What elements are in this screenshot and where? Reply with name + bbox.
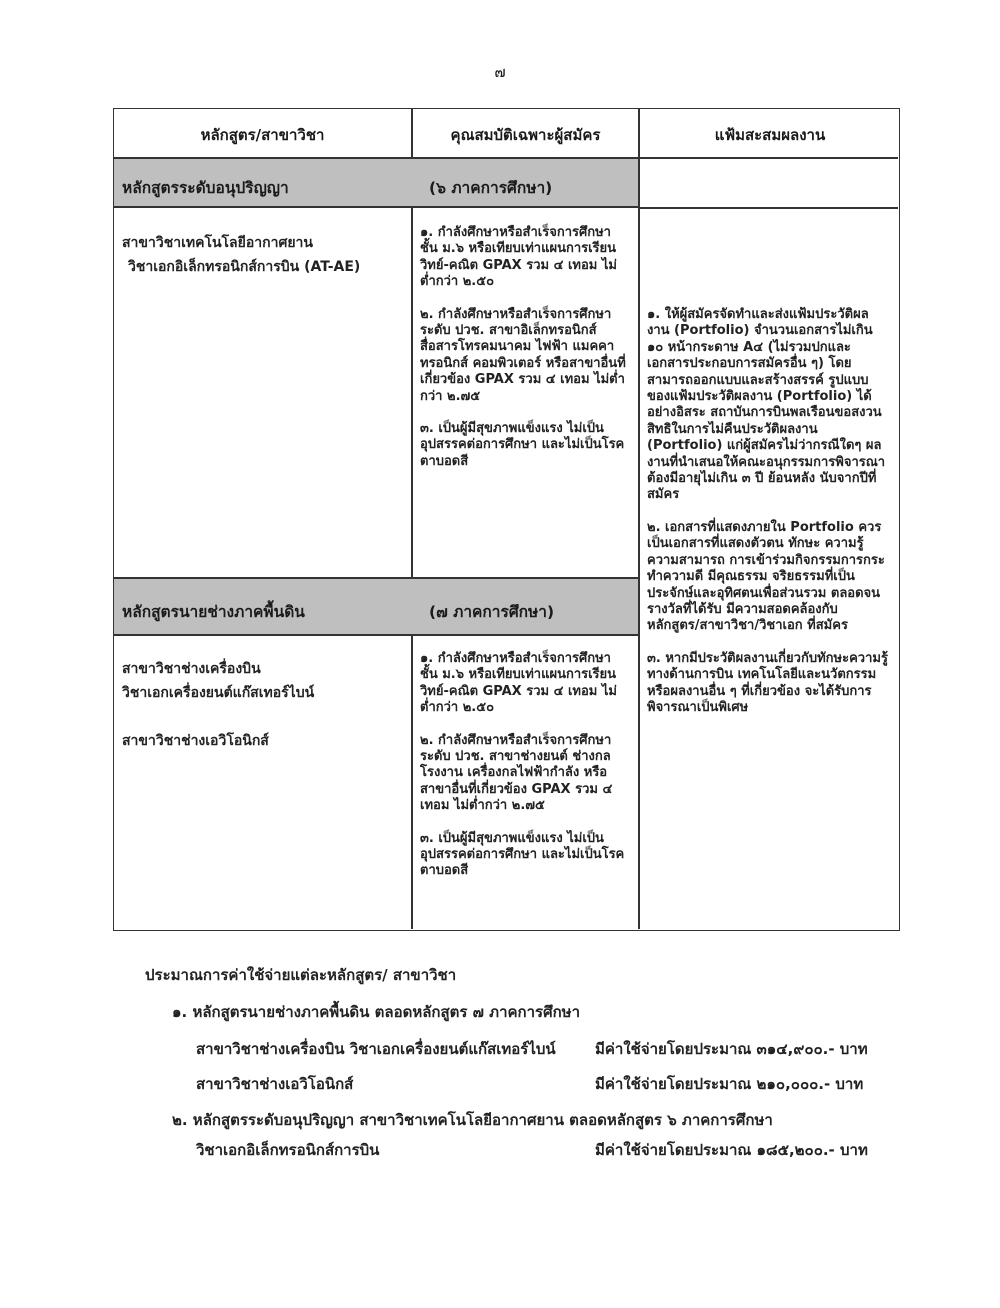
section2-program xyxy=(122,657,402,753)
portfolio-item: ๒. เอกสารที่แสดงภายใน Portfolio ควรเป็นเอกสารที่แสดงตัวตน ทักษะ ความรู้ความสามารถ การเข้าร่วมกิจกรรมการกระทำความดี มีคุณธรรม จริยธรรมที่เป็นประจักษ์และอุทิศตนเพื่อส่วนรวม ตลอดจนรางวัลที่ได้รับ มีความสอดคล้องกับ หลักสูตร/สาขาวิชา/วิชาเอก ที่สมัคร xyxy=(647,519,885,634)
column-divider xyxy=(411,109,413,929)
section2-qualifications xyxy=(420,651,628,880)
budget-item1-title: ๑. หลักสูตรนายช่างภาคพื้นดิน ตลอดหลักสูตร ๗ ภาคการศึกษา xyxy=(172,1003,580,1021)
program-line: วิชาเอกเครื่องยนต์แก๊สเทอร์ไบน์ xyxy=(122,685,315,701)
page-number: ๗ xyxy=(494,63,506,81)
qualification-item: ๑. กำลังศึกษาหรือสำเร็จการศึกษาชั้น ม.๖ หรือเทียบเท่าแผนการเรียน วิทย์-คณิต GPAX รวม ๔ เทอม ไม่ต่ำกว่า ๒.๕๐ xyxy=(420,651,617,716)
row-divider xyxy=(638,207,898,209)
section1-qualifications xyxy=(420,225,628,470)
program-line: สาขาวิชาเทคโนโลยีอากาศยาน xyxy=(122,235,313,251)
portfolio-requirements xyxy=(647,307,891,716)
qualification-item: ๓. เป็นผู้มีสุขภาพแข็งแรง ไม่เป็นอุปสรรคต่อการศึกษา และไม่เป็นโรคตาบอดสี xyxy=(420,830,625,879)
budget-program: วิชาเอกอิเล็กทรอนิกส์การบิน xyxy=(196,1141,380,1159)
qualification-item: ๓. เป็นผู้มีสุขภาพแข็งแรง ไม่เป็นอุปสรรคต่อการศึกษา และไม่เป็นโรคตาบอดสี xyxy=(420,421,625,469)
row-divider xyxy=(114,206,638,208)
budget-program: สาขาวิชาช่างเอวิโอนิกส์ xyxy=(196,1075,354,1093)
portfolio-item: ๓. หากมีประวัติผลงานเกี่ยวกับทักษะความรู้ทางด้านการบิน เทคโนโลยีและนวัตกรรม หรือผลงานอื่น ๆ ที่เกี่ยวข้อง จะได้รับการพิจารณาเป็นพิเศษ xyxy=(647,650,888,715)
qualification-item: ๒. กำลังศึกษาหรือสำเร็จการศึกษาระดับ ปวช. สาขาช่างยนต์ ช่างกลโรงงาน เครื่องกลไฟฟ้ากำลัง หรือสาขาอื่นที่เกี่ยวข้อง GPAX รวม ๔ เทอม ไม่ต่ำกว่า ๒.๗๕ xyxy=(420,732,613,814)
budget-cost: มีค่าใช้จ่ายโดยประมาณ ๓๑๔,๙๐๐.- บาท xyxy=(595,1040,868,1058)
program-line: สาขาวิชาช่างเครื่องบิน xyxy=(122,661,261,677)
section2-duration: (๗ ภาคการศึกษา) xyxy=(429,603,555,621)
budget-cost: มีค่าใช้จ่ายโดยประมาณ ๒๑๐,๐๐๐.- บาท xyxy=(595,1075,864,1093)
header-qualifications: คุณสมบัติเฉพาะผู้สมัคร xyxy=(450,126,601,144)
section1-program xyxy=(122,231,402,279)
budget-cost: มีค่าใช้จ่ายโดยประมาณ ๑๘๕,๒๐๐.- บาท xyxy=(595,1141,868,1159)
row-divider xyxy=(114,634,638,636)
section1-duration: (๖ ภาคการศึกษา) xyxy=(429,179,553,197)
portfolio-item: ๑. ให้ผู้สมัครจัดทำและส่งแฟ้มประวัติผลงาน (Portfolio) จำนวนเอกสารไม่เกิน ๑๐ หน้ากระดาษ A๔ (ไม่รวมปกและเอกสารประกอบการสมัครอื่น ๆ) โดยสามารถออกแบบและสร้างสรรค์ รูปแบบของแฟ้มประวัติผลงาน (Portfolio) ได้อย่างอิสระ สถาบันการบินพลเรือนขอสงวนสิทธิในการไม่คืนประวัติผลงาน (Portfolio) แก่ผู้สมัครไม่ว่ากรณีใดๆ ผลงานที่นำเสนอให้คณะอนุกรรมการพิจารณาต้องมีอายุไม่เกิน ๓ ปี ย้อนหลัง นับจากปีที่สมัคร xyxy=(647,307,886,503)
qualification-item: ๑. กำลังศึกษาหรือสำเร็จการศึกษาชั้น ม.๖ หรือเทียบเท่าแผนการเรียน วิทย์-คณิต GPAX รวม ๔ เทอม ไม่ต่ำกว่า ๒.๕๐ xyxy=(420,225,617,290)
header-portfolio: แฟ้มสะสมผลงาน xyxy=(714,126,826,144)
section1-title: หลักสูตรระดับอนุปริญญา xyxy=(122,179,289,197)
qualification-item: ๒. กำลังศึกษาหรือสำเร็จการศึกษาระดับ ปวช. สาขาอิเล็กทรอนิกส์ สื่อสารโทรคมนาคม ไฟฟ้า แมคคาทรอนิกส์ คอมพิวเตอร์ หรือสาขาอื่นที่เกี่ยวข้อง GPAX รวม ๔ เทอม ไม่ต่ำกว่า ๒.๗๕ xyxy=(420,306,626,404)
program-line: วิชาเอกอิเล็กทรอนิกส์การบิน (AT-AE) xyxy=(128,259,361,275)
budget-heading: ประมาณการค่าใช้จ่ายแต่ละหลักสูตร/ สาขาวิชา xyxy=(145,966,457,984)
program-line: สาขาวิชาช่างเอวิโอนิกส์ xyxy=(122,733,269,749)
column-divider xyxy=(638,109,640,929)
header-program: หลักสูตร/สาขาวิชา xyxy=(200,126,325,144)
admission-table xyxy=(113,108,900,931)
budget-item2-title: ๒. หลักสูตรระดับอนุปริญญา สาขาวิชาเทคโนโลยีอากาศยาน ตลอดหลักสูตร ๖ ภาคการศึกษา xyxy=(172,1111,773,1129)
budget-program: สาขาวิชาช่างเครื่องบิน วิชาเอกเครื่องยนต์แก๊สเทอร์ไบน์ xyxy=(196,1040,556,1058)
section2-title: หลักสูตรนายช่างภาคพื้นดิน xyxy=(122,603,305,621)
